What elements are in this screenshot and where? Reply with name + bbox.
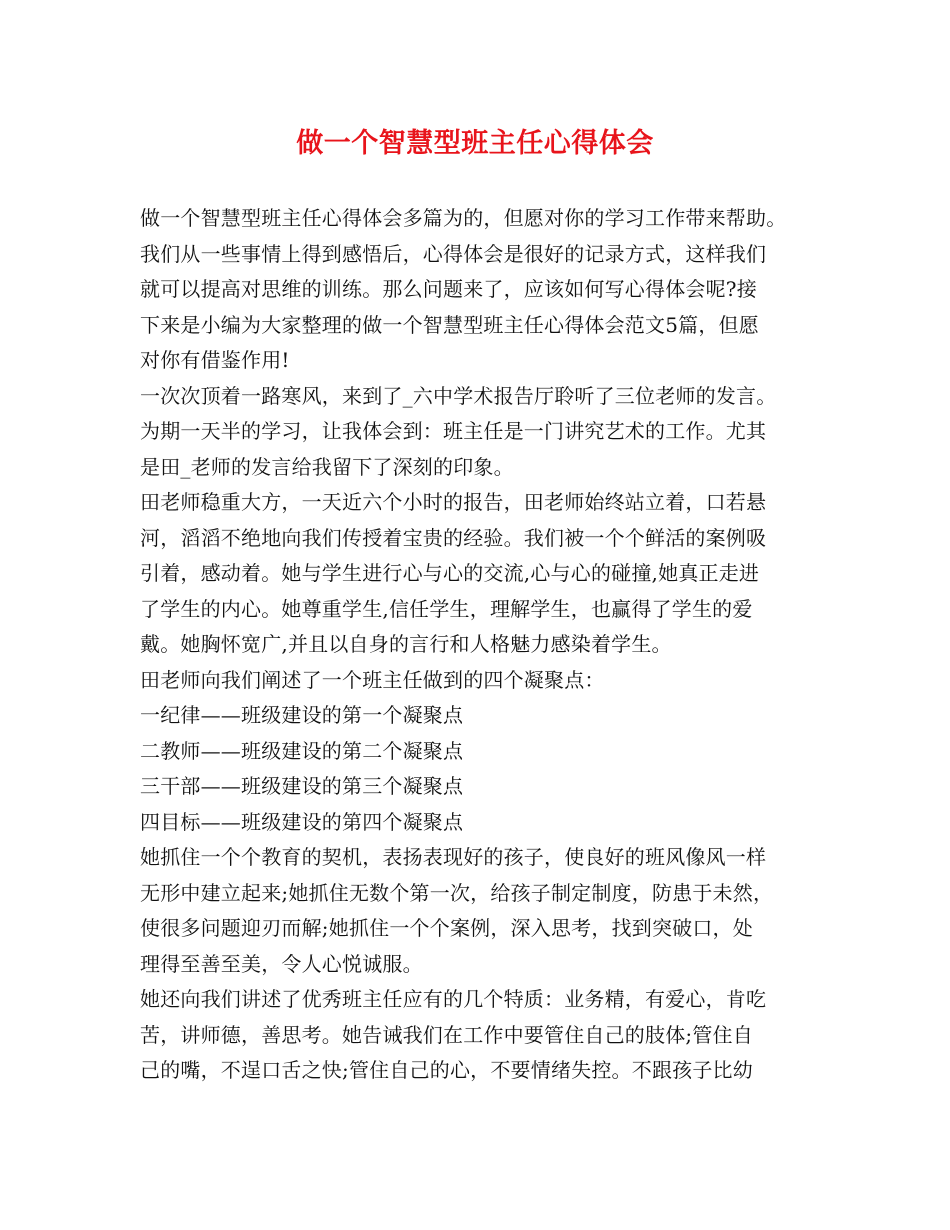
body-line: 引着，感动着。她与学生进行心与心的交流,心与心的碰撞,她真正走进 bbox=[140, 561, 760, 585]
body-line: 她抓住一个个教育的契机，表扬表现好的孩子，使良好的班风像风一样 bbox=[140, 845, 767, 869]
body-line: 她还向我们讲述了优秀班主任应有的几个特质：业务精，有爱心，肯吃 bbox=[140, 987, 767, 1011]
body-line: 己的嘴，不逞口舌之快;管住自己的心，不要情绪失控。不跟孩子比幼 bbox=[140, 1058, 753, 1082]
body-line: 是田_老师的发言给我留下了深刻的印象。 bbox=[140, 454, 514, 479]
body-line: 无形中建立起来;她抓住无数个第一次，给孩子制定制度，防患于未然， bbox=[140, 880, 774, 905]
body-line: 河，滔滔不绝地向我们传授着宝贵的经验。我们被一个个鲜活的案例吸 bbox=[140, 525, 767, 550]
body-line: 我们从一些事情上得到感悟后，心得体会是很好的记录方式，这样我们 bbox=[140, 241, 767, 266]
list-item: 二教师——班级建设的第二个凝聚点 bbox=[140, 738, 464, 763]
body-line: 戴。她胸怀宽广,并且以自身的言行和人格魅力感染着学生。 bbox=[140, 632, 672, 656]
list-item: 三干部——班级建设的第三个凝聚点 bbox=[140, 774, 464, 798]
body-line: 就可以提高对思维的训练。那么问题来了，应该如何写心得体会呢?接 bbox=[140, 277, 757, 301]
list-item: 一纪律——班级建设的第一个凝聚点 bbox=[140, 703, 464, 727]
body-line: 田老师向我们阐述了一个班主任做到的四个凝聚点： bbox=[140, 667, 605, 692]
body-line: 使很多问题迎刃而解;她抓住一个个案例，深入思考，找到突破口，处 bbox=[140, 916, 753, 940]
body-line: 做一个智慧型班主任心得体会多篇为的，但愿对你的学习工作带来帮助。 bbox=[140, 206, 787, 230]
body-line: 下来是小编为大家整理的做一个智慧型班主任心得体会范文5篇，但愿 bbox=[140, 312, 759, 337]
body-line: 田老师稳重大方，一天近六个小时的报告，田老师始终站立着，口若悬 bbox=[140, 490, 767, 514]
body-line: 一次次顶着一路寒风，来到了_六中学术报告厅聆听了三位老师的发言。 bbox=[140, 383, 777, 408]
body-line: 理得至善至美，令人心悦诚服。 bbox=[140, 951, 423, 976]
document-title: 做一个智慧型班主任心得体会 bbox=[296, 128, 654, 159]
list-item: 四目标——班级建设的第四个凝聚点 bbox=[140, 809, 464, 834]
document-body bbox=[140, 201, 830, 1089]
body-line: 为期一天半的学习，让我体会到：班主任是一门讲究艺术的工作。尤其 bbox=[140, 419, 767, 443]
body-line: 对你有借鉴作用! bbox=[140, 348, 290, 372]
body-line: 了学生的内心。她尊重学生,信任学生，理解学生，也赢得了学生的爱 bbox=[140, 596, 753, 621]
body-line: 苦，讲师德，善思考。她告诫我们在工作中要管住自己的肢体;管住自 bbox=[140, 1022, 753, 1047]
